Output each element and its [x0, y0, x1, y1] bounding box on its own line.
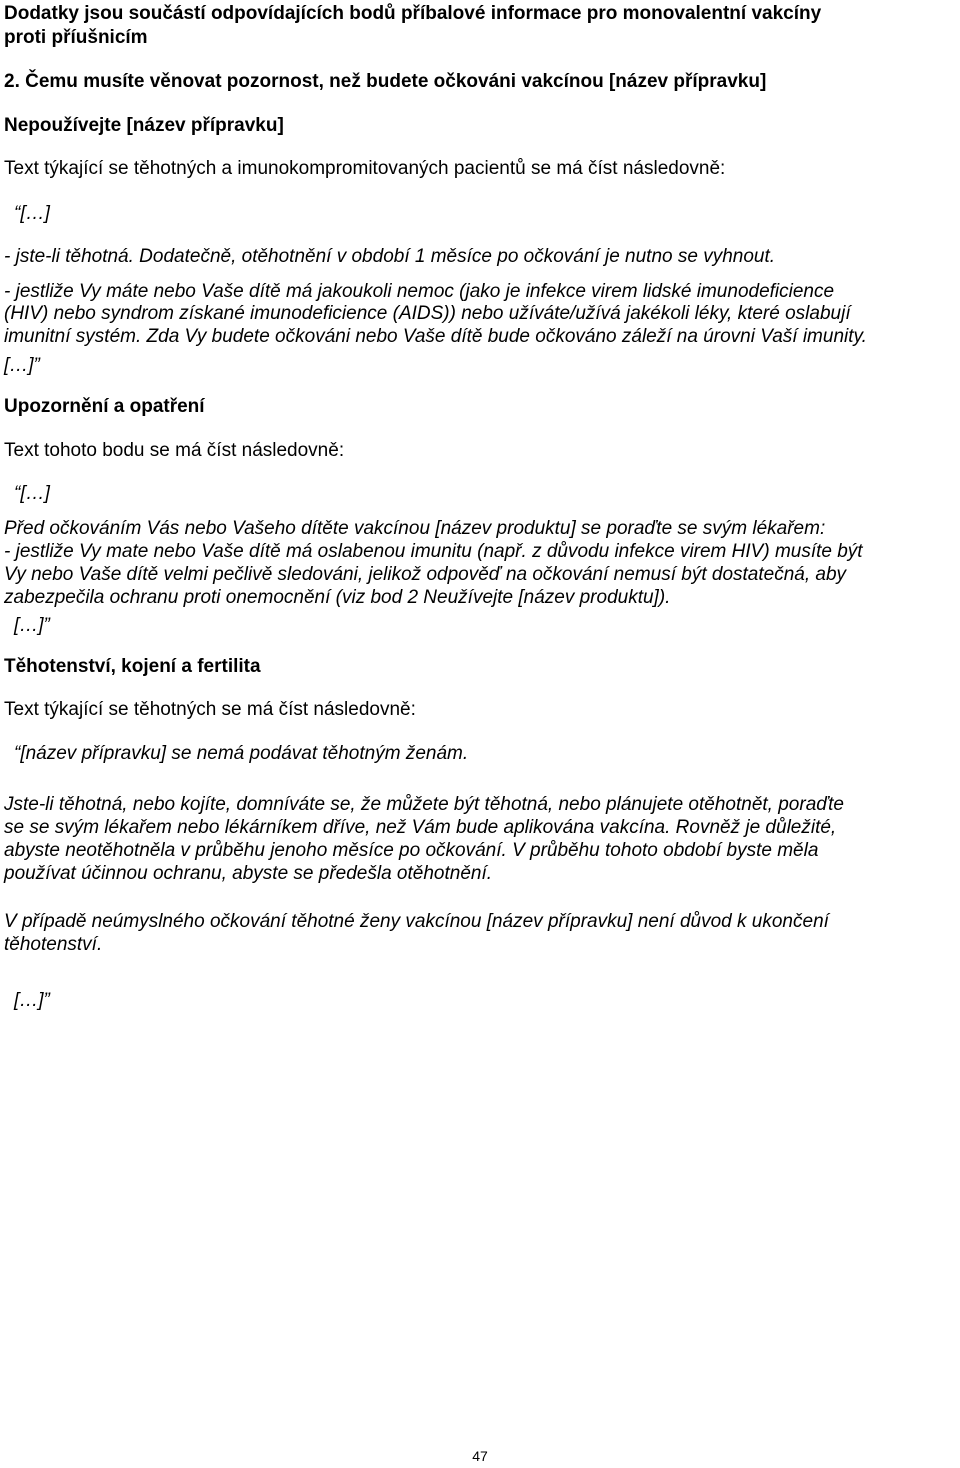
- pregnancy-first-line: “[název přípravku] se nemá podávat těhotným ženám.: [14, 743, 469, 764]
- open-quote: “[…]: [14, 203, 50, 224]
- section-2-intro: Text týkající se těhotných a imunokompromitovaných pacientů se má číst následovně:: [4, 158, 726, 179]
- immune-line: - jestliže Vy máte nebo Vaše dítě má jakoukoli nemoc (jako je infekce virem lidské imunodeficience: [4, 281, 835, 302]
- warnings-heading: Upozornění a opatření: [4, 396, 205, 417]
- close-quote: […]”: [4, 355, 40, 376]
- warnings-line: Před očkováním Vás nebo Vašeho dítěte vakcínou [název produktu] se poraďte se svým lékařem:: [4, 518, 826, 539]
- close-quote: […]”: [14, 990, 50, 1011]
- header-line-2: proti příušnicím: [4, 27, 148, 48]
- close-quote: […]”: [14, 615, 50, 636]
- pregnancy-para1-line: používat účinnou ochranu, abyste se předešla otěhotnění.: [4, 863, 493, 884]
- pregnancy-para1-line: abyste neotěhotněla v průběhu jenoho měsíce po očkování. V průběhu tohoto období byste měla: [4, 840, 819, 861]
- pregnancy-contraindication: - jste-li těhotná. Dodatečně, otěhotnění v období 1 měsíce po očkování je nutno se vyhnout.: [4, 246, 776, 267]
- warnings-line: zabezpečila ochranu proti onemocnění (viz bod 2 Neužívejte [název produktu]).: [4, 587, 671, 608]
- section-2-heading: 2. Čemu musíte věnovat pozornost, než budete očkováni vakcínou [název přípravku]: [4, 71, 767, 92]
- warnings-intro: Text tohoto bodu se má číst následovně:: [4, 440, 345, 461]
- header-line-1: Dodatky jsou součástí odpovídajících bodů příbalové informace pro monovalentní vakcíny: [4, 3, 822, 24]
- pregnancy-intro: Text týkající se těhotných se má číst následovně:: [4, 699, 416, 720]
- pregnancy-para1-line: se se svým lékařem nebo lékárníkem dříve, než Vám bude aplikována vakcína. Rovněž je důležité,: [4, 817, 837, 838]
- pregnancy-para1-line: Jste-li těhotná, nebo kojíte, domníváte se, že můžete být těhotná, nebo plánujete otěhotnět, poraďte: [4, 794, 844, 815]
- immune-line: imunitní systém. Zda Vy budete očkováni nebo Vaše dítě bude očkováno záleží na úrovni Vaší imunity.: [4, 326, 867, 347]
- section-2-subheading: Nepoužívejte [název přípravku]: [4, 115, 284, 136]
- warnings-line: - jestliže Vy mate nebo Vaše dítě má oslabenou imunitu (např. z důvodu infekce virem HIV) musíte být: [4, 541, 863, 562]
- immune-line: (HIV) nebo syndrom získané imunodeficience (AIDS)) nebo užíváte/užívá jakékoli léky, které oslabují: [4, 303, 851, 324]
- open-quote: “[…]: [14, 483, 50, 504]
- warnings-line: Vy nebo Vaše dítě velmi pečlivě sledováni, jelikož odpověď na očkování nemusí být dostatečná, aby: [4, 564, 847, 585]
- pregnancy-para2-line: těhotenství.: [4, 934, 103, 955]
- pregnancy-heading: Těhotenství, kojení a fertilita: [4, 656, 261, 677]
- pregnancy-para2-line: V případě neúmyslného očkování těhotné ženy vakcínou [název přípravku] není důvod k ukončení: [4, 911, 829, 932]
- page-number: 47: [472, 1448, 488, 1464]
